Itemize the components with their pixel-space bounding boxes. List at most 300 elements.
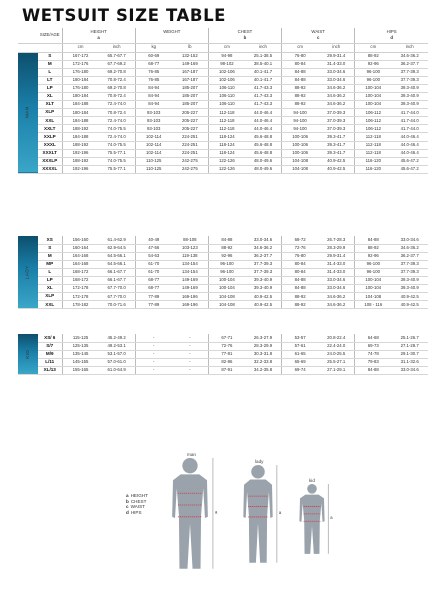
value-cell: 80-84	[282, 268, 319, 276]
value-cell: 31.4-33.0	[318, 60, 355, 68]
value-cell: 104-108	[282, 157, 319, 165]
value-cell: 118-124	[208, 141, 245, 149]
value-cell: 26.3-27.9	[245, 334, 282, 342]
value-cell: 84-88	[282, 68, 319, 76]
value-cell: 169-196	[172, 301, 209, 309]
value-cell: 34.2-35.8	[245, 366, 282, 374]
value-cell: 184-188	[62, 133, 99, 141]
value-cell: 64.5-66.1	[99, 260, 136, 268]
header-row	[18, 28, 428, 43]
legend-key: a	[126, 493, 129, 498]
value-cell: 27.1-28.7	[391, 342, 428, 350]
size-cell: XXL	[38, 117, 62, 125]
value-cell: 69-74	[282, 366, 319, 374]
value-cell: 155-165	[62, 366, 99, 374]
unit-label: inch	[318, 43, 355, 52]
value-cell: 134-154	[172, 268, 209, 276]
value-cell: 72-76	[282, 244, 319, 252]
lady-body	[243, 480, 272, 563]
value-cell: 41.7-44.0	[391, 109, 428, 117]
value-cell: 34.6-36.2	[318, 293, 355, 301]
size-table-kid	[18, 334, 428, 375]
body-figures	[130, 448, 360, 598]
value-cell: 110-125	[135, 165, 172, 173]
value-cell: 82-86	[208, 358, 245, 366]
value-cell: 39.3-40.9	[391, 285, 428, 293]
table-row	[18, 68, 428, 76]
size-cell: XXXLP	[38, 157, 62, 165]
legend-text: HEIGHT	[130, 493, 148, 498]
value-cell: 68-77	[135, 285, 172, 293]
unit-label: inch	[245, 43, 282, 52]
value-cell: 84-94	[135, 84, 172, 92]
lady-label: lady	[255, 459, 264, 464]
table-row	[18, 157, 428, 165]
unit-label: lb	[172, 43, 209, 52]
value-cell: 119-138	[172, 252, 209, 260]
table-row	[18, 358, 428, 366]
legend-text: CHEST	[130, 498, 147, 504]
value-cell: 96-100	[355, 268, 392, 276]
size-table-man	[18, 28, 428, 174]
value-cell: 37.0-39.3	[318, 117, 355, 125]
value-cell: 29.1-30.7	[391, 350, 428, 358]
size-cell: XXLP	[38, 133, 62, 141]
value-cell: 39.3-41.7	[318, 141, 355, 149]
table-row	[18, 76, 428, 84]
size-cell: L	[38, 68, 62, 76]
value-cell: 49.2-53.1	[99, 342, 136, 350]
value-cell: 67-71	[208, 334, 245, 342]
table-row	[18, 125, 428, 133]
value-cell: 185-207	[172, 84, 209, 92]
table-row	[18, 60, 428, 68]
value-cell: 106-110	[208, 101, 245, 109]
value-cell: 60-69	[135, 52, 172, 60]
value-cell: 100-104	[355, 92, 392, 100]
header-group-name: HIPS	[386, 29, 397, 35]
value-cell: 34.6-36.2	[245, 244, 282, 252]
size-cell: S/7	[38, 342, 62, 350]
value-cell: 39.3-40.9	[391, 92, 428, 100]
value-cell: 34.6-36.2	[318, 84, 355, 92]
value-cell: 84-88	[282, 276, 319, 284]
header-size-age: SIZE/AGE	[38, 28, 62, 43]
value-cell: 47-56	[135, 244, 172, 252]
value-cell: 29.9-31.4	[318, 252, 355, 260]
value-cell: 37.7-39.3	[391, 268, 428, 276]
value-cell: 39.3-40.9	[391, 276, 428, 284]
value-cell: 84-88	[208, 236, 245, 244]
value-cell: 164-168	[62, 252, 99, 260]
table-row	[18, 260, 428, 268]
legend-key: c	[126, 504, 129, 510]
table-row	[18, 236, 428, 244]
value-cell: 77-81	[208, 350, 245, 358]
value-cell: 106-110	[208, 84, 245, 92]
value-cell: 224-251	[172, 133, 209, 141]
value-cell: 149-169	[172, 285, 209, 293]
value-cell: 80-84	[282, 260, 319, 268]
table-row	[18, 293, 428, 301]
unit-row	[18, 43, 428, 52]
table-row	[18, 92, 428, 100]
header-hips	[355, 28, 428, 43]
size-cell: L/11	[38, 358, 62, 366]
value-cell: 44.0-46.4	[245, 117, 282, 125]
value-cell: 25.1-38.5	[245, 52, 282, 60]
value-cell: 94-100	[282, 109, 319, 117]
value-cell: 88-108	[172, 236, 209, 244]
value-cell: 37.7-39.3	[391, 68, 428, 76]
value-cell: 57.0-61.0	[99, 358, 136, 366]
size-cell: LT	[38, 76, 62, 84]
size-cell: M/9	[38, 350, 62, 358]
value-cell: 112-118	[208, 117, 245, 125]
value-cell: 39.3-40.9	[245, 285, 282, 293]
size-cell: XLP	[38, 109, 62, 117]
value-cell: 96-100	[208, 268, 245, 276]
value-cell: 112-118	[208, 125, 245, 133]
value-cell: 96-100	[208, 260, 245, 268]
value-cell: 176-180	[62, 68, 99, 76]
size-cell: XXXL	[38, 141, 62, 149]
value-cell: 180-184	[62, 92, 99, 100]
value-cell: 69.2-70.8	[99, 84, 136, 92]
value-cell: 67.7-69.2	[99, 60, 136, 68]
value-cell: 184-188	[62, 101, 99, 109]
kid-height-marker: a	[330, 514, 333, 520]
section-label-man	[18, 52, 38, 173]
value-cell: 37.7-39.3	[245, 260, 282, 268]
legend-text: HIPS	[130, 509, 142, 515]
value-cell: 37.0-39.3	[318, 125, 355, 133]
value-cell: 102-106	[208, 68, 245, 76]
value-cell: 172-176	[62, 60, 99, 68]
value-cell: 112-118	[208, 109, 245, 117]
section-label-text: LADY	[24, 265, 30, 279]
table-row	[18, 334, 428, 342]
value-cell: 24.0-25.5	[318, 350, 355, 358]
value-cell: 70.8-72.4	[99, 76, 136, 84]
table-row	[18, 301, 428, 309]
value-cell: 70.8-72.4	[99, 92, 136, 100]
value-cell: 20.8-22.4	[318, 334, 355, 342]
value-cell: 74.0-75.5	[99, 141, 136, 149]
value-cell: 39.3-40.9	[391, 84, 428, 92]
value-cell: -	[172, 350, 209, 358]
value-cell: 112-118	[355, 149, 392, 157]
man-head	[182, 458, 197, 473]
value-cell: 44.0-46.4	[391, 141, 428, 149]
value-cell: 67.7-70.0	[99, 285, 136, 293]
value-cell: 104-108	[208, 301, 245, 309]
value-cell: 61-70	[135, 268, 172, 276]
value-cell: 178-182	[62, 301, 99, 309]
size-cell: M	[38, 252, 62, 260]
unit-label: cm	[282, 43, 319, 52]
value-cell: 224-251	[172, 141, 209, 149]
value-cell: -	[172, 366, 209, 374]
man-body	[172, 474, 208, 568]
value-cell: 80-84	[282, 60, 319, 68]
value-cell: 79-83	[355, 358, 392, 366]
value-cell: 115-125	[62, 334, 99, 342]
table-row	[18, 244, 428, 252]
kid-label: kid	[309, 478, 315, 483]
value-cell: 74-78	[355, 350, 392, 358]
value-cell: 33.0-34.6	[318, 285, 355, 293]
size-cell: M	[38, 60, 62, 68]
value-cell: 45.6-48.8	[245, 149, 282, 157]
value-cell: 75.5-77.1	[99, 149, 136, 157]
value-cell: 106-110	[208, 92, 245, 100]
value-cell: 41.7-43.3	[245, 84, 282, 92]
unit-blank	[18, 43, 38, 52]
value-cell: 100-104	[355, 84, 392, 92]
value-cell: 32.2-33.8	[245, 358, 282, 366]
section-label-text: MAN	[24, 106, 30, 119]
value-cell: 31.4-33.0	[318, 268, 355, 276]
size-cell: XL	[38, 285, 62, 293]
lady-head	[251, 465, 265, 479]
section-label-text: KID	[24, 349, 30, 359]
value-cell: 39.3-40.9	[245, 276, 282, 284]
value-cell: 48.0-49.6	[245, 165, 282, 173]
value-cell: 100-104	[208, 276, 245, 284]
header-group-name: WAIST	[311, 29, 325, 35]
size-cell: LP	[38, 276, 62, 284]
value-cell: 242-275	[172, 157, 209, 165]
value-cell: 40.9-42.5	[318, 157, 355, 165]
value-cell: 102-106	[208, 76, 245, 84]
legend-text: WAIST	[130, 504, 145, 510]
value-cell: 76-80	[282, 52, 319, 60]
size-cell: XL/13	[38, 366, 62, 374]
value-cell: -	[172, 334, 209, 342]
value-cell: -	[135, 334, 172, 342]
value-cell: 44.0-46.4	[245, 109, 282, 117]
size-cell: S	[38, 52, 62, 60]
man-label: man	[187, 452, 196, 457]
legend-key: d	[126, 509, 129, 515]
value-cell: 41.7-43.3	[245, 92, 282, 100]
value-cell: 29.9-31.4	[318, 52, 355, 60]
value-cell: 25.5-27.1	[318, 358, 355, 366]
value-cell: 39.3-41.7	[318, 149, 355, 157]
value-cell: 40.1-41.7	[245, 68, 282, 76]
value-cell: 188-192	[62, 141, 99, 149]
value-cell: 104-108	[208, 293, 245, 301]
value-cell: 94-98	[208, 52, 245, 60]
value-cell: 66.1-67.7	[99, 276, 136, 284]
value-cell: 25.1-26.7	[391, 334, 428, 342]
value-cell: 110-125	[135, 157, 172, 165]
value-cell: 40.9-42.5	[391, 293, 428, 301]
value-cell: 45.6-47.2	[391, 157, 428, 165]
unit-label: cm	[62, 43, 99, 52]
value-cell: 116-120	[355, 165, 392, 173]
value-cell: 36.2-37.7	[245, 252, 282, 260]
value-cell: 122-126	[208, 157, 245, 165]
value-cell: 30.3-31.8	[245, 350, 282, 358]
size-cell: XLT	[38, 101, 62, 109]
table-row	[18, 276, 428, 284]
value-cell: 167-187	[172, 68, 209, 76]
value-cell: 102-114	[135, 141, 172, 149]
value-cell: 37.0-39.3	[318, 109, 355, 117]
value-cell: 68-77	[135, 276, 172, 284]
value-cell: -	[135, 366, 172, 374]
value-cell: 54-63	[135, 252, 172, 260]
value-cell: 64-68	[355, 334, 392, 342]
value-cell: 33.0-34.6	[318, 276, 355, 284]
size-cell: XXL	[38, 301, 62, 309]
value-cell: 168-172	[62, 276, 99, 284]
value-cell: 88-92	[282, 92, 319, 100]
value-cell: 100-106	[282, 133, 319, 141]
value-cell: 53-57	[282, 334, 319, 342]
size-cell: XXLT	[38, 125, 62, 133]
value-cell: 27.1-29.1	[318, 366, 355, 374]
value-cell: 48.0-49.6	[245, 157, 282, 165]
value-cell: 94-100	[282, 125, 319, 133]
table-row	[18, 285, 428, 293]
value-cell: -	[135, 358, 172, 366]
value-cell: 156-160	[62, 236, 99, 244]
value-cell: 36.2-37.7	[391, 60, 428, 68]
header-group-letter: a	[97, 34, 100, 40]
value-cell: 67.7-70.0	[99, 293, 136, 301]
value-cell: -	[135, 342, 172, 350]
section-label-lady	[18, 236, 38, 309]
table-row	[18, 52, 428, 60]
value-cell: 40.9-42.5	[391, 301, 428, 309]
table-row	[18, 141, 428, 149]
value-cell: 34.6-36.2	[391, 244, 428, 252]
value-cell: 77-89	[135, 293, 172, 301]
value-cell: 106-112	[355, 125, 392, 133]
body-figures-illustration	[130, 448, 360, 598]
size-table-lady	[18, 236, 428, 309]
value-cell: 77-89	[135, 301, 172, 309]
value-cell: 102-114	[135, 133, 172, 141]
table-row	[18, 252, 428, 260]
value-cell: 167-172	[62, 52, 99, 60]
measure-legend	[126, 493, 148, 515]
value-cell: 106-112	[355, 117, 392, 125]
value-cell: 53.1-57.0	[99, 350, 136, 358]
value-cell: 169-196	[172, 293, 209, 301]
value-cell: 34.6-36.2	[318, 101, 355, 109]
value-cell: 100-104	[355, 276, 392, 284]
value-cell: 135-145	[62, 350, 99, 358]
value-cell: 75.5-77.1	[99, 165, 136, 173]
value-cell: 84-88	[355, 366, 392, 374]
value-cell: 70.0-71.6	[99, 301, 136, 309]
page-title: WETSUIT SIZE TABLE	[22, 6, 227, 25]
header-weight	[135, 28, 208, 43]
header-height	[62, 28, 135, 43]
value-cell: 33.0-34.6	[318, 76, 355, 84]
value-cell: 41.7-44.0	[391, 117, 428, 125]
value-cell: 26.7-28.3	[318, 236, 355, 244]
value-cell: 84-94	[135, 101, 172, 109]
man-height-marker: a	[214, 509, 218, 515]
value-cell: 180-184	[62, 76, 99, 84]
value-cell: 118-124	[208, 149, 245, 157]
value-cell: 192-196	[62, 149, 99, 157]
value-cell: 45.6-48.8	[245, 133, 282, 141]
header-blank	[18, 28, 38, 43]
table-row	[18, 117, 428, 125]
value-cell: 41.7-44.0	[391, 125, 428, 133]
size-cell: LP	[38, 84, 62, 92]
value-cell: 68-77	[135, 60, 172, 68]
header-chest	[208, 28, 281, 43]
value-cell: 224-251	[172, 149, 209, 157]
size-cell: S	[38, 244, 62, 252]
value-cell: -	[172, 358, 209, 366]
unit-label: cm	[355, 43, 392, 52]
value-cell: 64.5-66.1	[99, 252, 136, 260]
kid-figure	[299, 478, 333, 554]
value-cell: 44.0-46.4	[391, 149, 428, 157]
value-cell: 34.6-36.2	[318, 301, 355, 309]
value-cell: 100-104	[208, 285, 245, 293]
value-cell: 44.0-46.4	[245, 125, 282, 133]
value-cell: 185-207	[172, 92, 209, 100]
value-cell: 65-69	[282, 358, 319, 366]
value-cell: 61-65	[282, 350, 319, 358]
table-row	[18, 133, 428, 141]
value-cell: 36.2-37.7	[391, 252, 428, 260]
kid-body	[299, 495, 324, 554]
value-cell: 145-155	[62, 358, 99, 366]
value-cell: 98-102	[208, 60, 245, 68]
size-cell: XXXXL	[38, 165, 62, 173]
size-cell: XS/ 6	[38, 334, 62, 342]
unit-label: inch	[99, 43, 136, 52]
value-cell: 72.4-74.0	[99, 117, 136, 125]
value-cell: 69-73	[355, 342, 392, 350]
value-cell: 88-92	[282, 84, 319, 92]
value-cell: 39.3-41.7	[318, 133, 355, 141]
size-cell: L	[38, 268, 62, 276]
unit-label: inch	[391, 43, 428, 52]
value-cell: 122-126	[208, 165, 245, 173]
header-group-letter: c	[316, 34, 320, 40]
value-cell: 205-227	[172, 109, 209, 117]
value-cell: 22.4-24.0	[318, 342, 355, 350]
header-waist	[282, 28, 355, 43]
value-cell: 104-108	[355, 293, 392, 301]
unit-label: cm	[208, 43, 245, 52]
unit-blank	[38, 43, 62, 52]
value-cell: 188-192	[62, 157, 99, 165]
header-group-name: CHEST	[237, 29, 253, 35]
size-cell: XLP	[38, 293, 62, 301]
lady-figure	[243, 459, 282, 563]
value-cell: 74.0-75.5	[99, 157, 136, 165]
value-cell: 72.4-74.0	[99, 101, 136, 109]
value-cell: 31.1-32.6	[391, 358, 428, 366]
size-cell: MP	[38, 260, 62, 268]
value-cell: -	[135, 350, 172, 358]
value-cell: 37.7-39.3	[391, 76, 428, 84]
value-cell: 92-96	[355, 60, 392, 68]
value-cell: 167-187	[172, 76, 209, 84]
